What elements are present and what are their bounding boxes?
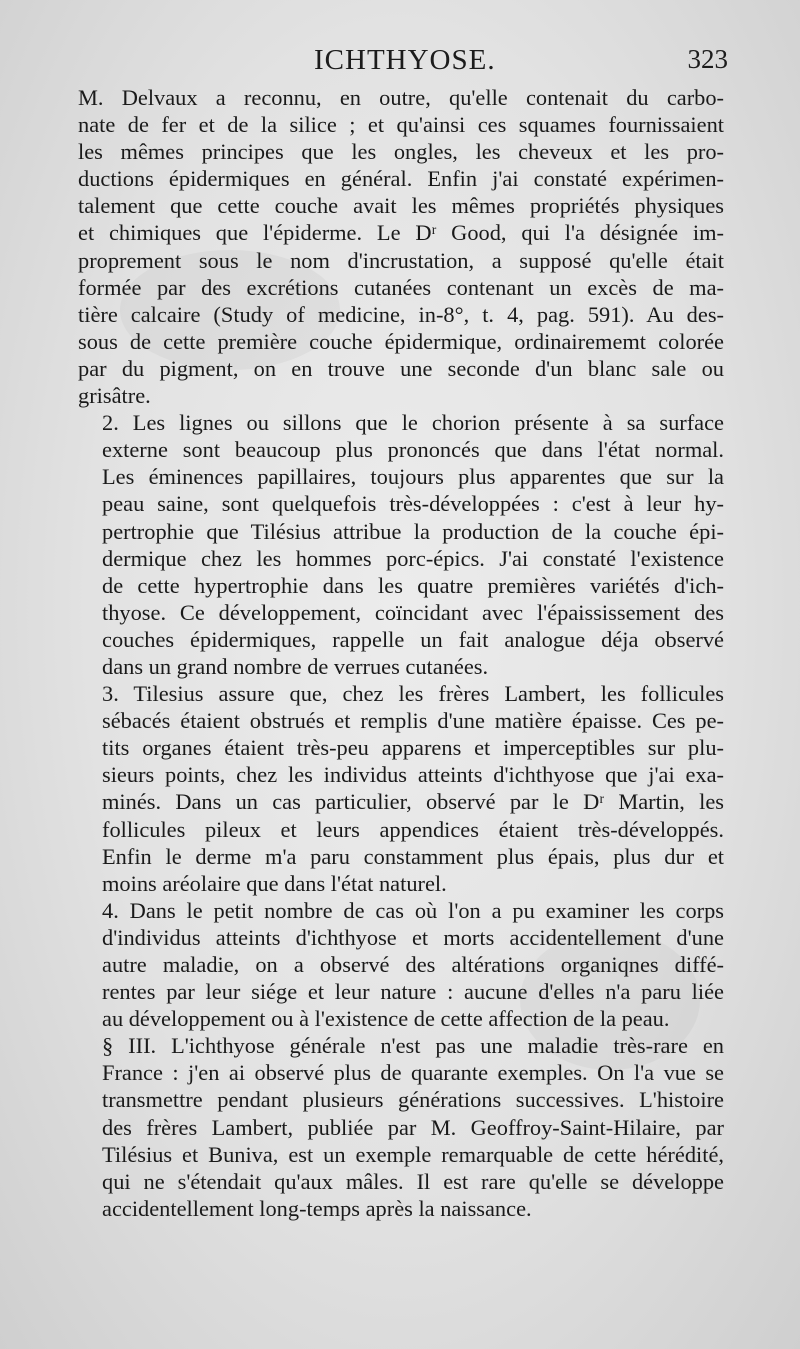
text-line: de cette hypertrophie dans les quatre premières variétés d'ich-	[102, 572, 724, 598]
page-number: 323	[687, 44, 728, 74]
paragraph-2	[78, 409, 724, 680]
text-line: Enfin le derme m'a paru constamment plus épais, plus dur et	[102, 843, 724, 869]
text-line: peau saine, sont quelquefois très-développées : c'est à leur hy-	[102, 491, 724, 517]
text-line: les mêmes principes que les ongles, les cheveux et les pro-	[78, 139, 724, 165]
text-line: grisâtre.	[78, 383, 151, 409]
text-line: tits organes étaient très-peu apparens et imperceptibles sur plu-	[102, 735, 724, 761]
text-line: formée par des excrétions cutanées contenant un excès de ma-	[78, 274, 724, 300]
text-line: qui ne s'étendait qu'aux mâles. Il est rare qu'elle se développe	[102, 1168, 724, 1194]
text-line: follicules pileux et leurs appendices étaient très-développés.	[102, 816, 724, 842]
text-line: externe sont beaucoup plus prononcés que dans l'état normal.	[102, 437, 724, 463]
text-line: M. Delvaux a reconnu, en outre, qu'elle contenait du carbo-	[78, 85, 724, 110]
text-line: des frères Lambert, publiée par M. Geoffroy-Saint-Hilaire, par	[102, 1114, 724, 1140]
text-line: par du pigment, on en trouve une seconde d'un blanc sale ou	[78, 355, 724, 381]
text-line: Tilésius et Buniva, est un exemple remarquable de cette hérédité,	[102, 1141, 724, 1167]
text-line: proprement sous le nom d'incrustation, a supposé qu'elle était	[78, 247, 724, 273]
text-line: dermique chez les hommes porc-épics. J'ai constaté l'existence	[102, 545, 724, 571]
text-line: dans un grand nombre de verrues cutanées.	[102, 653, 489, 679]
text-line: Les éminences papillaires, toujours plus apparentes que sur la	[102, 464, 724, 490]
text-line: autre maladie, on a observé des altérations organiqnes diffé-	[102, 952, 724, 977]
text-line: nate de fer et de la silice ; et qu'ainsi ces squames fournissaient	[78, 112, 724, 138]
section-iii-paragraph	[78, 1032, 724, 1222]
text-line: transmettre pendant plusieurs générations successives. L'histoire	[102, 1087, 724, 1113]
paragraph-3	[78, 680, 724, 897]
text-line: thyose. Ce développement, coïncidant avec l'épaississement des	[102, 599, 724, 625]
text-line: 3. Tilesius assure que, chez les frères Lambert, les follicules	[102, 681, 724, 707]
text-line: ductions épidermiques en général. Enfin j'ai constaté expérimen-	[78, 166, 724, 192]
page-header	[78, 44, 728, 84]
text-line: moins aréolaire que dans l'état naturel.	[102, 870, 447, 896]
text-line: accidentellement long-temps après la naissance.	[102, 1195, 532, 1221]
text-line: 2. Les lignes ou sillons que le chorion présente à sa surface	[102, 410, 724, 436]
text-line: couches épidermiques, rappelle un fait analogue déja observé	[102, 626, 724, 652]
text-line: sieurs points, chez les individus atteints d'ichthyose que j'ai exa-	[102, 762, 724, 788]
text-line: d'individus atteints d'ichthyose et morts accidentellement d'une	[102, 924, 724, 950]
text-line: talement que cette couche avait les mêmes propriétés physiques	[78, 193, 724, 219]
text-line: pertrophie que Tilésius attribue la production de la couche épi-	[102, 518, 724, 544]
text-line: au développement ou à l'existence de cette affection de la peau.	[102, 1006, 670, 1032]
text-line: 4. Dans le petit nombre de cas où l'on a pu examiner les corps	[102, 897, 724, 923]
text-line: sous de cette première couche épidermique, ordinairememt colorée	[78, 328, 724, 354]
paragraph-4	[78, 897, 724, 1032]
text-line: sébacés étaient obstrués et remplis d'une matière épaisse. Ces pe-	[102, 708, 724, 734]
text-line: France : j'en ai observé plus de quarante exemples. On l'a vue se	[102, 1060, 724, 1086]
body-text	[78, 84, 724, 1222]
text-line: minés. Dans un cas particulier, observé par le Dʳ Martin, les	[102, 789, 724, 815]
text-line: et chimiques que l'épiderme. Le Dʳ Good, qui l'a désignée im-	[78, 220, 724, 246]
running-title: ICHTHYOSE.	[314, 44, 496, 76]
text-line: § III. L'ichthyose générale n'est pas une maladie très-rare en	[102, 1033, 724, 1059]
text-line: tière calcaire (Study of medicine, in-8°, t. 4, pag. 591). Au des-	[78, 301, 724, 327]
text-line: rentes par leur siége et leur nature : aucune d'elles n'a paru liée	[102, 979, 724, 1005]
paragraph-continuation	[78, 84, 724, 409]
